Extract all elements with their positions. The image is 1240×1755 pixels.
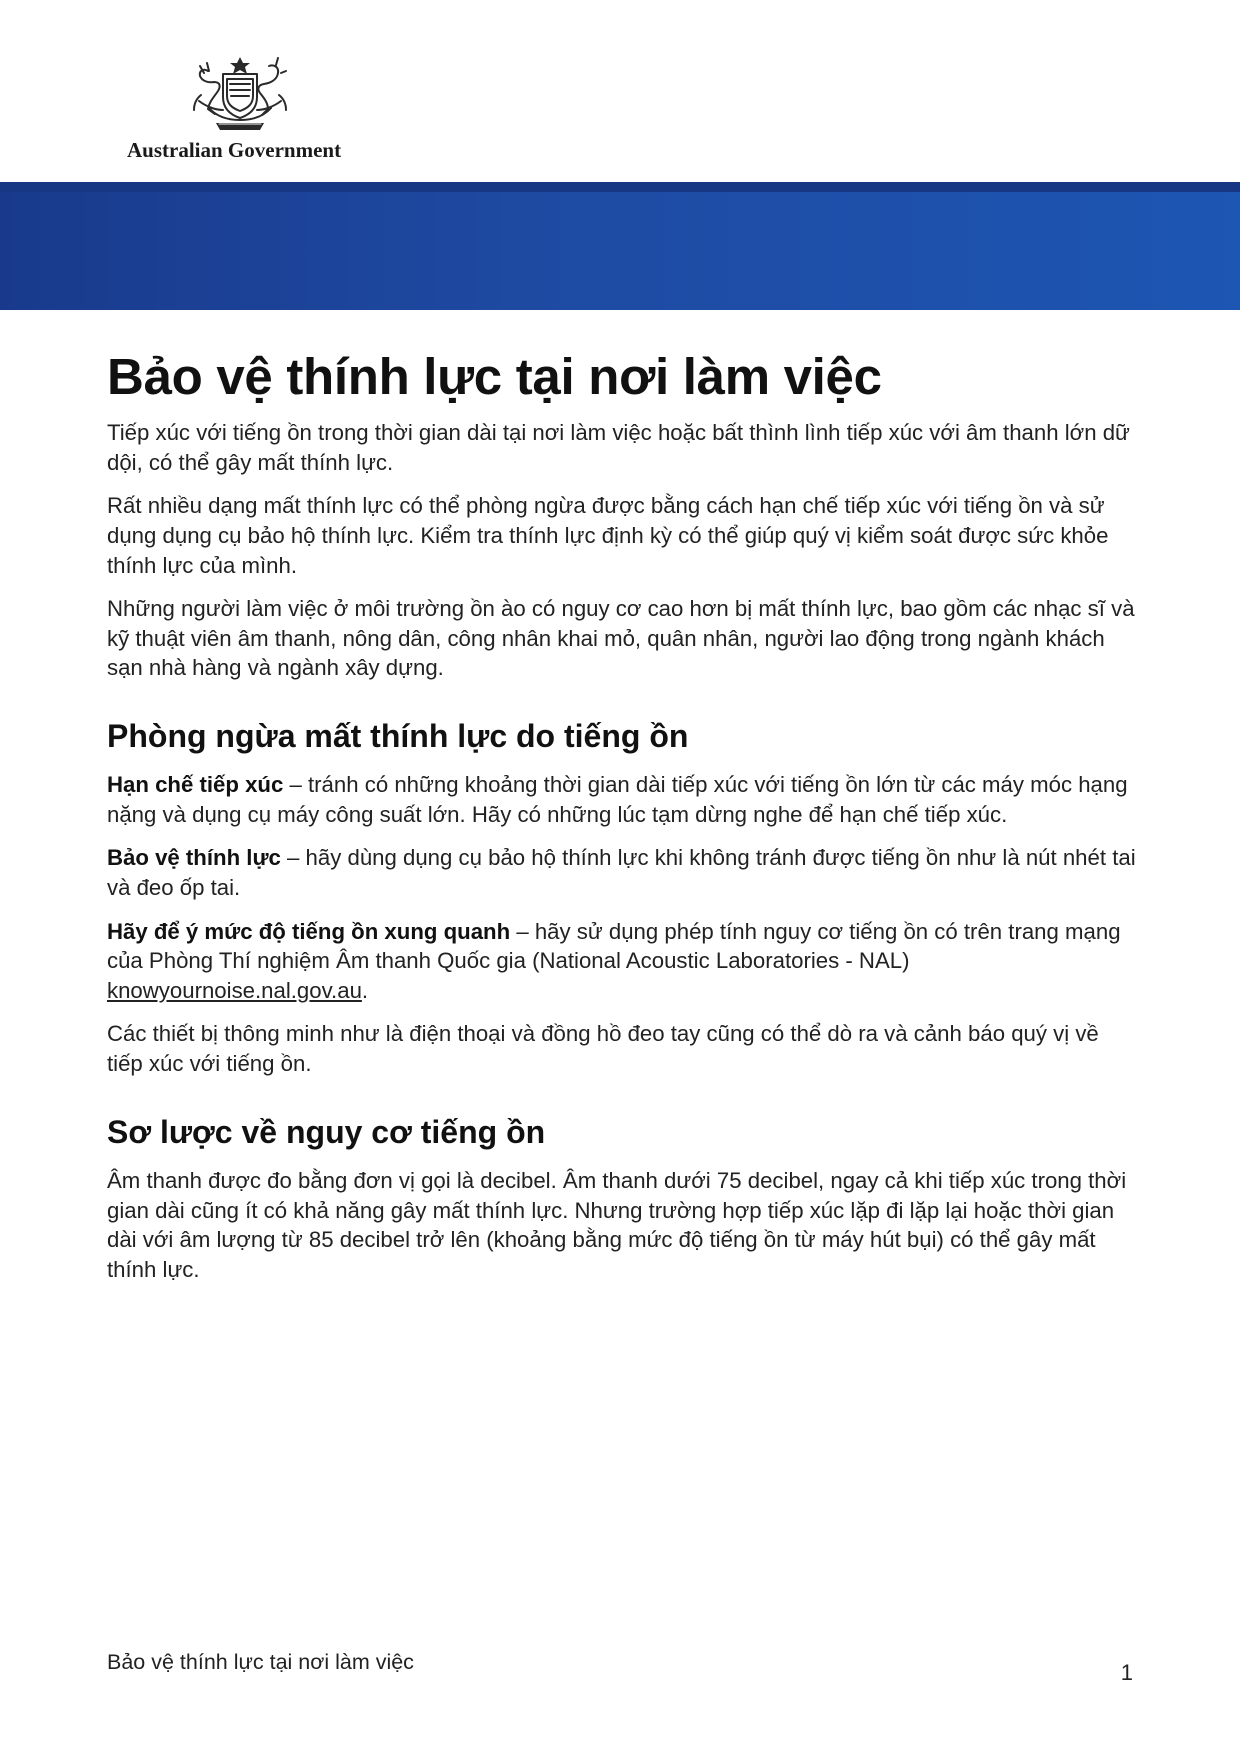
- blue-banner: [0, 182, 1240, 310]
- page-header: [0, 0, 1240, 182]
- hearing-protection-text: – hãy dùng dụng cụ bảo hộ thính lực khi không tránh được tiếng ồn như là nút nhét tai và đeo ốp tai.: [107, 845, 1136, 901]
- noise-awareness-period: .: [361, 977, 369, 1003]
- intro-paragraph-3: Những người làm việc ở môi trường ồn ào có nguy cơ cao hơn bị mất thính lực, bao gồm các nhạc sĩ và kỹ thuật viên âm thanh, nông dân, công nhân khai mỏ, quân nhân, người lao động trong ngành khách sạn nhà hàng và ngành xây dựng.: [107, 596, 1135, 681]
- knowyournoise-link[interactable]: knowyournoise.nal.gov.au: [107, 977, 362, 1003]
- banner-top-band: [0, 182, 1240, 192]
- prevention-heading: Phòng ngừa mất thính lực do tiếng ồn: [107, 717, 689, 754]
- noise-risk-heading: Sơ lược về nguy cơ tiếng ồn: [107, 1113, 546, 1150]
- intro-paragraph-2: Rất nhiều dạng mất thính lực có thể phòng ngừa được bằng cách hạn chế tiếp xúc với tiếng ồn và sử dụng dụng cụ bảo hộ thính lực. Kiểm tra thính lực định kỳ có thể giúp quý vị kiểm soát được sức khỏe thính lực của mình.: [107, 493, 1109, 578]
- hearing-protection-paragraph: [107, 843, 1137, 902]
- coat-of-arms-icon: [180, 45, 300, 133]
- government-name: Australian Government: [127, 138, 342, 162]
- noise-awareness-text: – hãy sử dụng phép tính nguy cơ tiếng ồn có trên trang mạng của Phòng Thí nghiệm Âm thanh Quốc gia (National Acoustic Laboratories - NAL): [107, 918, 1121, 974]
- page-title: Bảo vệ thính lực tại nơi làm việc: [107, 348, 882, 405]
- australian-government-logo: [120, 45, 360, 165]
- smart-devices-paragraph: Các thiết bị thông minh như là điện thoại và đồng hồ đeo tay cũng có thể dò ra và cảnh báo quý vị về tiếp xúc với tiếng ồn.: [107, 1021, 1099, 1077]
- decibel-paragraph: Âm thanh được đo bằng đơn vị gọi là decibel. Âm thanh dưới 75 decibel, ngay cả khi tiếp xúc trong thời gian dài cũng ít có khả năng gây mất thính lực. Nhưng trường hợp tiếp xúc lặp đi lặp lại hoặc thời gian dài với âm lượng từ 85 decibel trở lên (khoảng bằng mức độ tiếng ồn từ máy hút bụi) có thể gây mất thính lực.: [107, 1168, 1127, 1282]
- footer-document-title: Bảo vệ thính lực tại nơi làm việc: [107, 1650, 414, 1674]
- intro-paragraph-1: Tiếp xúc với tiếng ồn trong thời gian dài tại nơi làm việc hoặc bất thình lình tiếp xúc với âm thanh lớn dữ dội, có thể gây mất thính lực.: [107, 420, 1130, 475]
- noise-awareness-label: Hãy để ý mức độ tiếng ồn xung quanh: [107, 918, 511, 944]
- hearing-protection-label: Bảo vệ thính lực: [107, 845, 281, 871]
- limit-exposure-label: Hạn chế tiếp xúc: [107, 772, 284, 798]
- noise-awareness-paragraph: [107, 917, 1137, 1006]
- document-content: [107, 348, 1137, 1284]
- limit-exposure-paragraph: [107, 770, 1137, 829]
- limit-exposure-text: – tránh có những khoảng thời gian dài tiếp xúc với tiếng ồn lớn từ các máy móc hạng nặng và dụng cụ máy công suất lớn. Hãy có những lúc tạm dừng nghe để hạn chế tiếp xúc.: [107, 772, 1128, 827]
- page-number: 1: [1120, 1660, 1133, 1685]
